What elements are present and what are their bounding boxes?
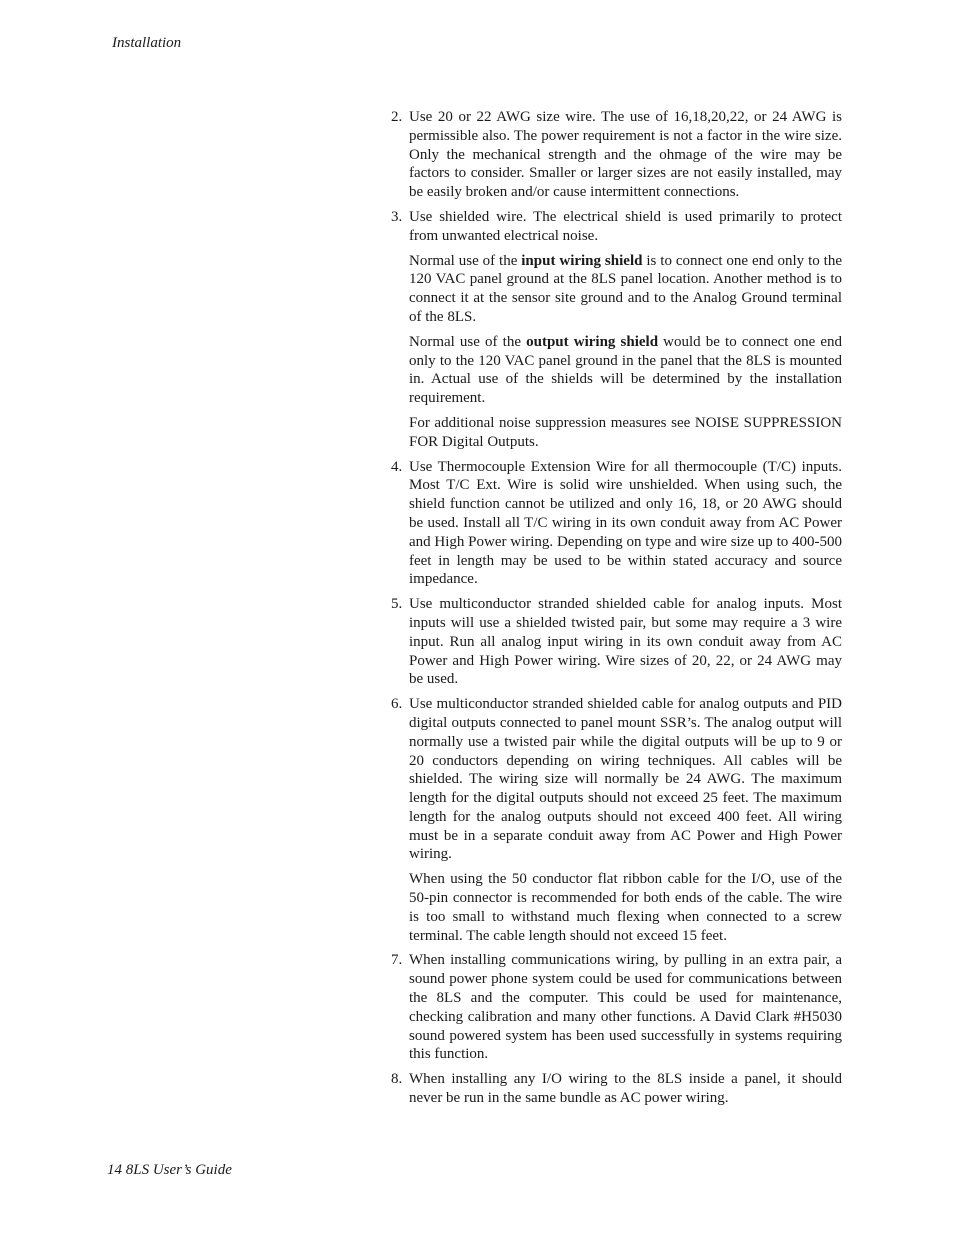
text-run: is to connect one end only to the 120 VAC panel ground at the 8LS panel location. Another method is to connect it at the sensor site ground and to the Analog Ground terminal of the 8LS. xyxy=(409,252,842,325)
item-paragraph: When installing communications wiring, by pulling in an extra pair, a sound power phone system could be used for communications between the 8LS and the computer. This could be used for maintenance, checking calibration and many other functions. A David Clark #H5030 sound powered system has been used successfully in systems requiring this function. xyxy=(409,952,842,1063)
item-body xyxy=(409,208,842,452)
list-item-6 xyxy=(391,695,842,945)
list-item-5 xyxy=(391,595,842,689)
item-number: 7. xyxy=(391,952,403,969)
list-item-3 xyxy=(391,208,842,452)
list-item-8 xyxy=(391,1070,842,1108)
item-paragraph: For additional noise suppression measures see NOISE SUPPRESSION FOR Digital Outputs. xyxy=(409,414,842,450)
item-number: 6. xyxy=(391,696,403,713)
item-paragraph: When using the 50 conductor flat ribbon cable for the I/O, use of the 50-pin connector is recommended for both ends of the cable. The wire is too small to withstand much flexing when connected to a screw terminal. The cable length should not exceed 15 feet. xyxy=(409,871,842,944)
item-number: 2. xyxy=(391,109,403,125)
item-number: 3. xyxy=(391,208,403,225)
list-item-7 xyxy=(391,951,842,1064)
item-paragraph: Use Thermocouple Extension Wire for all thermocouple (T/C) inputs. Most T/C Ext. Wire is solid wire unshielded. When using such, the shield function cannot be utilized and only 16, 18, or 20 AWG should be used. Install all T/C wiring in its own conduit away from AC Power and High Power wiring. Depending on type and wire size up to 400-500 feet in length may be used to be within stated accuracy and source impedance. xyxy=(409,458,842,588)
instruction-list xyxy=(391,108,842,1114)
item-body xyxy=(409,458,842,590)
text-run: Normal use of the xyxy=(409,252,522,269)
item-number: 5. xyxy=(391,596,403,613)
output-shield-paragraph xyxy=(409,333,842,408)
running-header: Installation xyxy=(112,35,182,51)
text-run: would be to connect one end only to the 120 VAC panel ground in the panel that the 8LS is mounted in. Actual use of the shields will be determined by the installation requirement. xyxy=(409,333,843,407)
item-body xyxy=(409,595,842,689)
item-paragraph: When installing any I/O wiring to the 8LS inside a panel, it should never be run in the same bundle as AC power wiring. xyxy=(409,1071,842,1107)
input-wiring-shield-term: input wiring shield xyxy=(521,252,643,269)
item-body xyxy=(409,1070,842,1108)
page-footer: 14 8LS User’s Guide xyxy=(107,1162,232,1178)
list-item-2 xyxy=(391,108,842,202)
text-run: Normal use of the xyxy=(409,333,527,350)
item-paragraph: Use 20 or 22 AWG size wire. The use of 16,18,20,22, or 24 AWG is permissible also. The power requirement is not a factor in the wire size. Only the mechanical strength and the ohmage of the wire may be factors to consider. Smaller or larger sizes are not easily installed, may be easily broken and/or cause intermittent connections. xyxy=(409,109,842,201)
item-body xyxy=(409,951,842,1064)
item-paragraph: Use multiconductor stranded shielded cable for analog inputs. Most inputs will use a shielded twisted pair, but some may require a 3 wire input. Run all analog input wiring in its own conduit away from AC Power and High Power wiring. Wire sizes of 20, 22, or 24 AWG may be used. xyxy=(409,596,842,688)
item-number: 4. xyxy=(391,458,403,475)
input-shield-paragraph xyxy=(409,252,842,327)
item-paragraph: Use multiconductor stranded shielded cable for analog outputs and PID digital outputs connected to panel mount SSR’s. The analog output will normally use a twisted pair while the digital outputs will be up to 9 or 20 conductors depending on wiring techniques. All cables will be shielded. The wiring size will normally be 24 AWG. The maximum length for the digital outputs should not exceed 25 feet. The maximum length for the analog outputs should not exceed 400 feet. All wiring must be in a separate conduit away from AC Power and High Power wiring. xyxy=(409,696,842,863)
item-body xyxy=(409,695,842,945)
item-body xyxy=(409,108,842,202)
output-wiring-shield-term: output wiring shield xyxy=(526,333,659,350)
list-item-4 xyxy=(391,458,842,590)
item-number: 8. xyxy=(391,1071,403,1088)
item-paragraph: Use shielded wire. The electrical shield is used primarily to protect from unwanted electrical noise. xyxy=(409,208,842,244)
